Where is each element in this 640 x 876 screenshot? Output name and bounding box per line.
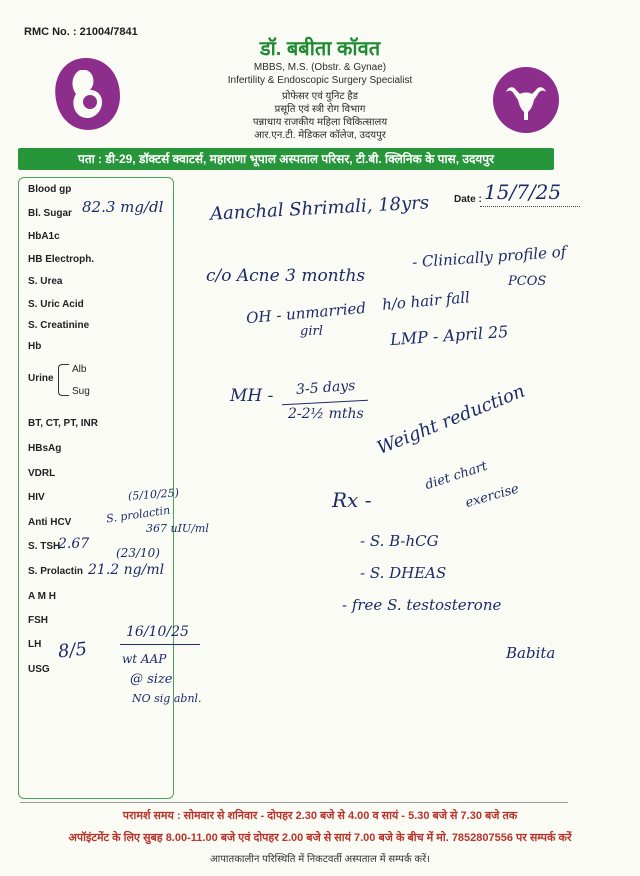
hw-girl: girl [300,324,323,339]
test-bt-ct-pt-inr: BT, CT, PT, INR [28,418,99,429]
test-hb: Hb [28,341,42,352]
footer-divider [20,802,568,803]
hw-mh-divider [282,400,368,405]
hw-inv-dheas: - S. DHEAS [360,564,447,582]
hw-pcos: PCOS [508,274,547,289]
hw-rx-exercise: exercise [463,481,521,511]
test-alb: Alb [72,364,87,375]
uterus-logo-icon [492,66,560,134]
hw-rx: Rx - [332,488,372,512]
hw-usg-date-1: 8/5 [56,638,88,663]
test-lh: LH [28,639,42,650]
test-anti-hcv: Anti HCV [28,517,72,528]
test-fsh: FSH [28,615,48,626]
test-hbsag: HBsAg [28,443,62,454]
hw-bl-sugar-value: 82.3 mg/dl [82,198,164,216]
hw-signature: Babita [506,644,556,662]
test-hiv: HIV [28,492,45,503]
header-line-2: प्रसूति एवं स्त्री रोग विभाग [274,104,366,115]
header-line-1: प्रोफेसर एवं युनिट हैड [282,91,358,102]
hw-lmp: LMP - April 25 [389,321,510,350]
test-s-tsh: S. TSH [28,541,61,552]
doctor-specialty: Infertility & Endoscopic Surgery Specialist [227,75,413,86]
hw-inv-bhcg: - S. B-hCG [360,532,439,550]
urine-brace [58,364,69,396]
test-amh: A M H [28,591,56,602]
rmc-number: RMC No. : 21004/7841 [24,26,138,38]
hw-usg-line-1: wt AAP [122,652,167,666]
hw-inv-testosterone: - free S. testosterone [342,596,502,614]
hw-prolactin-value-2: 21.2 ng/ml [88,562,165,578]
hw-rx-weight-reduction: Weight reduction [374,380,528,459]
test-s-urea: S. Urea [28,276,63,287]
appointment-info: अपॉइंटमेंट के लिए सुबह 8.00-11.00 बजे एवं दोपहर 2.00 बजे से सायं 7.00 बजे के बीच में मो. 7852807556 पर सम्पर्क करें [68,832,572,844]
test-s-uric-acid: S. Uric Acid [28,299,84,310]
hw-usg-date-2: 16/10/25 [126,624,189,640]
hw-prolactin-note: S. prolactin [105,503,171,526]
hw-rx-diet-chart: diet chart [423,458,490,493]
doctor-degrees: MBBS, M.S. (Obstr. & Gynae) [253,62,387,73]
hw-usg-line-2: @ size [130,672,173,687]
doctor-name: डॉ. बबीता कॉवत [259,38,381,60]
hw-mh-days: 3-5 days [295,377,356,399]
test-s-creatinine: S. Creatinine [28,320,90,331]
emergency-note: आपातकालीन परिस्थिति में निकटवर्ती अस्पताल में सम्पर्क करें। [210,854,430,865]
hw-tsh-value: 2.67 [58,536,90,552]
hw-usg-line-3: NO sig abnl. [132,692,202,705]
hw-prolactin-value-1: 367 uIU/ml [146,522,209,535]
header-line-3: पन्नाधाय राजकीय महिला चिकित्सालय [252,117,388,128]
test-hb-electroph: HB Electroph. [28,254,95,265]
test-hba1c: HbA1c [28,231,60,242]
hw-complaint: c/o Acne 3 months [206,266,366,286]
hw-mh: MH - [230,386,274,406]
hw-date: 15/7/25 [484,180,562,204]
hw-prolactin-date-1: (5/10/25) [127,486,180,503]
test-bl-sugar: Bl. Sugar [28,208,72,219]
test-s-prolactin: S. Prolactin [28,566,84,577]
hw-patient-name: Aanchal Shrimali, 18yrs [209,192,430,225]
date-line [480,206,580,207]
hw-usg-underline [120,644,200,645]
hw-mh-cycle: 2-2½ mths [288,406,364,422]
consultation-timing: परामर्श समय : सोमवार से शनिवार - दोपहर 2.30 बजे से 4.00 व सायं - 5.30 बजे से 7.30 बजे तक [122,810,518,822]
test-urine: Urine [28,373,54,384]
header-line-4: आर.एन.टी. मेडिकल कॉलेज, उदयपुर [254,130,386,141]
test-vdrl: VDRL [28,468,56,479]
address-bar: पता : डी-29, डॉक्टर्स क्वाटर्स, महाराणा भूपाल अस्पताल परिसर, टी.बी. क्लिनिक के पास, उदयपुर [18,148,554,170]
hw-oh-unmarried: OH - unmarried [245,298,367,328]
hw-prolactin-date-2: (23/10) [116,546,160,560]
hw-clinical-profile: - Clinically profile of [411,242,567,272]
test-blood-gp: Blood gp [28,184,72,195]
hw-hair-fall: h/o hair fall [381,288,471,314]
test-sug: Sug [72,386,90,397]
date-label: Date : [454,194,482,205]
test-usg: USG [28,664,50,675]
